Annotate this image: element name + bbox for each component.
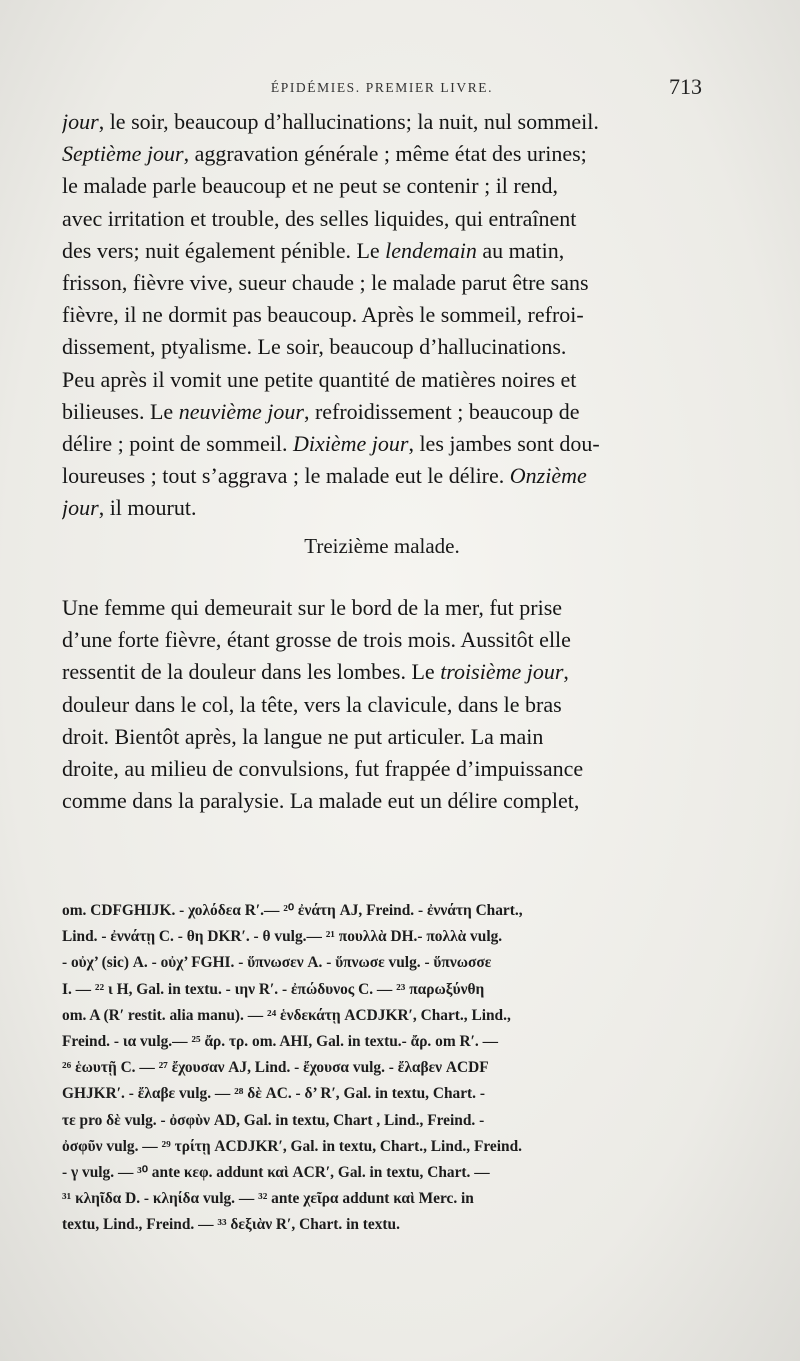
text-line xyxy=(62,492,702,524)
note-line: ²⁶ ἑωυτῇ C. — ²⁷ ἔχουσαν AJ, Lind. - ἔχουσα vulg. - ἔλαβεν ACDF xyxy=(62,1059,489,1077)
text-segment: ressentit de la douleur dans les lombes. Le xyxy=(62,659,441,685)
text-segment: délire ; point de sommeil. xyxy=(62,430,293,456)
italic-segment: lendemain xyxy=(385,237,477,263)
text-segment: , le soir, beaucoup d’hallucinations; la nuit, nul sommeil. xyxy=(98,109,599,134)
text-segment: avec irritation et trouble, des selles liquides, qui entraînent xyxy=(62,205,577,231)
italic-segment: neuvième jour xyxy=(178,398,304,424)
text-segment: le malade parle beaucoup et ne peut se contenir ; il rend, xyxy=(62,173,559,199)
section-heading: Treizième malade. xyxy=(304,534,460,558)
text-segment: , il mourut. xyxy=(98,495,197,521)
text-line xyxy=(62,721,702,753)
italic-segment: Septième jour xyxy=(62,141,184,167)
text-segment: dissement, ptyalisme. Le soir, beaucoup d’hallucinations. xyxy=(62,334,567,360)
italic-segment: troisième jour xyxy=(440,659,564,685)
text-segment: bilieuses. Le xyxy=(62,398,179,424)
text-line xyxy=(62,331,702,363)
critical-apparatus-notes xyxy=(62,898,702,1238)
note-line: Lind. - ἐννάτῃ C. - θη DKR′. - θ vulg.— ²¹ πουλλὰ DH.- πολλὰ vulg. xyxy=(62,928,503,946)
body-text-paragraph-2 xyxy=(62,592,702,817)
note-line: textu, Lind., Freind. — ³³ δεξιὰν R′, Chart. in textu. xyxy=(62,1216,400,1234)
text-segment: , xyxy=(563,659,569,685)
text-segment: loureuses ; tout s’aggrava ; le malade eut le délire. xyxy=(62,463,510,489)
note-line: om. CDFGHIJK. - χολόδεα R′.— ²⁰ ἐνάτη AJ, Freind. - ἐννάτη Chart., xyxy=(62,902,523,919)
text-segment: au matin, xyxy=(476,237,565,263)
text-segment: d’une forte fièvre, étant grosse de trois mois. Aussitôt elle xyxy=(62,627,571,653)
text-segment: droit. Bientôt après, la langue ne put articuler. La main xyxy=(62,723,544,749)
note-line: I. — ²² ι H, Gal. in textu. - ιην R′. - ἐπώδυνος C. — ²³ παρωξύνθη xyxy=(62,980,485,998)
text-line xyxy=(62,592,702,624)
text-line xyxy=(62,364,702,396)
text-line xyxy=(62,396,702,428)
text-segment: des vers; nuit également pénible. Le xyxy=(62,237,386,263)
text-segment: douleur dans le col, la tête, vers la clavicule, dans le bras xyxy=(62,691,562,717)
italic-segment: Onzième xyxy=(509,463,587,489)
running-title: ÉPIDÉMIES. PREMIER LIVRE. xyxy=(270,80,494,95)
note-line: - οὐχ’ (sic) A. - οὐχ’ FGHI. - ὕπνωσεν A. - ὕπνωσε vulg. - ὕπνωσσε xyxy=(62,954,492,972)
note-line: Freind. - ια vulg.— ²⁵ ἄρ. τρ. om. AHI, Gal. in textu.- ἄρ. om R′. — xyxy=(62,1032,499,1050)
text-line xyxy=(62,299,702,331)
note-line: GHJKR′. - ἔλαβε vulg. — ²⁸ δὲ AC. - δ’ R′, Gal. in textu, Chart. - xyxy=(62,1085,485,1103)
page-header xyxy=(62,76,702,100)
page-number: 713 xyxy=(669,74,702,99)
text-segment: Peu après il vomit une petite quantité de matières noires et xyxy=(62,366,577,392)
text-segment: Une femme qui demeurait sur le bord de la mer, fut prise xyxy=(62,595,563,620)
note-line: - γ vulg. — ³⁰ ante κεφ. addunt καὶ ACR′, Gal. in textu, Chart. — xyxy=(62,1163,490,1181)
text-line xyxy=(62,689,702,721)
text-segment: comme dans la paralysie. La malade eut un délire complet, xyxy=(62,788,580,814)
note-line: τε pro δὲ vulg. - ὀσφὺν AD, Gal. in textu, Chart , Lind., Freind. - xyxy=(62,1111,485,1129)
text-segment: droite, au milieu de convulsions, fut frappée d’impuissance xyxy=(62,755,584,781)
text-line xyxy=(62,203,702,235)
text-line xyxy=(62,785,702,817)
text-line xyxy=(62,106,702,138)
text-line xyxy=(62,624,702,656)
text-line xyxy=(62,235,702,267)
text-segment: , les jambes sont dou- xyxy=(408,430,600,456)
italic-segment: jour xyxy=(62,109,99,134)
note-line: om. A (R′ restit. alia manu). — ²⁴ ἑνδεκάτῃ ACDJKR′, Chart., Lind., xyxy=(62,1006,511,1024)
body-text-paragraph-1 xyxy=(62,106,702,524)
text-line xyxy=(62,170,702,202)
text-line xyxy=(62,753,702,785)
note-line: ὀσφῦν vulg. — ²⁹ τρίτῃ ACDJKR′, Gal. in textu, Chart., Lind., Freind. xyxy=(62,1137,523,1155)
text-line xyxy=(62,138,702,170)
italic-segment: jour xyxy=(62,495,99,521)
italic-segment: Dixième jour xyxy=(292,430,409,456)
note-line: ³¹ κληῖδα D. - κληίδα vulg. — ³² ante χεῖρα addunt καὶ Merc. in xyxy=(62,1190,474,1208)
text-segment: frisson, fièvre vive, sueur chaude ; le malade parut être sans xyxy=(62,269,589,295)
text-line xyxy=(62,428,702,460)
text-line xyxy=(62,267,702,299)
text-line xyxy=(62,460,702,492)
text-segment: , aggravation générale ; même état des urines; xyxy=(183,141,587,167)
text-segment: , refroidissement ; beaucoup de xyxy=(303,398,580,424)
text-segment: fièvre, il ne dormit pas beaucoup. Après le sommeil, refroi- xyxy=(62,302,584,328)
text-line xyxy=(62,656,702,688)
